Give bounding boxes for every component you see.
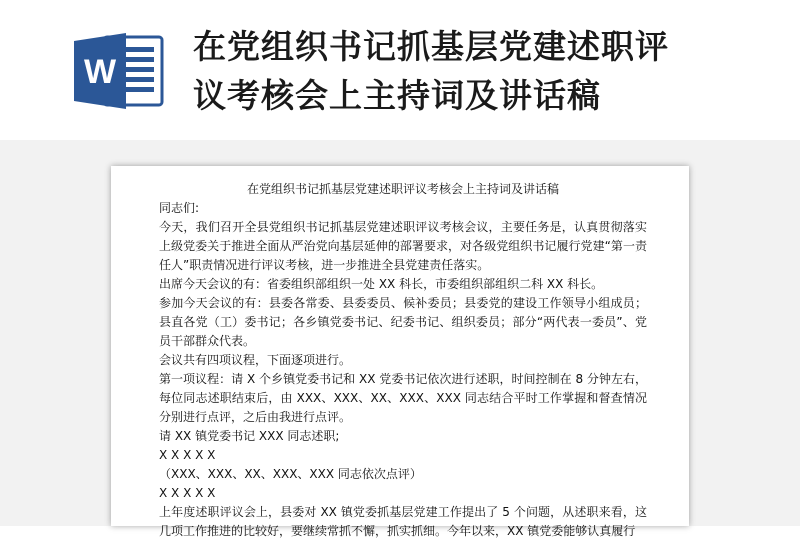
document-paragraph: 会议共有四项议程，下面逐项进行。	[159, 353, 352, 367]
document-body	[159, 180, 647, 541]
word-icon-letter: W	[83, 53, 117, 91]
document-paragraph: （XXX、XXX、XX、XXX、XXX 同志依次点评）	[159, 467, 422, 481]
document-paragraph: 请 XX 镇党委书记 XXX 同志述职;	[159, 429, 340, 443]
document-title: 在党组织书记抓基层党建述职评议考核会上主持词及讲话稿	[246, 182, 559, 196]
document-paragraph: X X X X X	[159, 486, 216, 500]
document-paragraph: 参加今天会议的有：县委各常委、县委委员、候补委员；县委党的建设工作领导小组成员；县直各党（工）委书记；各乡镇党委书记、纪委书记、组织委员；部分“两代表一委员”、党员干部群众代表。	[159, 296, 647, 348]
document-paragraph: X X X X X	[159, 448, 216, 462]
page-title	[193, 22, 783, 120]
document-paragraph: 今天，我们召开全县党组织书记抓基层党建述职评议考核会议，主要任务是，认真贯彻落实上级党委关于推进全面从严治党向基层延伸的部署要求，对各级党组织书记履行党建“第一责任人”职责情况进行评议考核，进一步推进全县党建责任落实。	[159, 220, 647, 272]
word-document-icon	[70, 31, 168, 111]
page-title-line-2: 议考核会上主持词及讲话稿	[193, 76, 601, 115]
document-page	[111, 166, 689, 538]
document-paragraph: 上年度述职评议会上，县委对 XX 镇党委抓基层党建工作提出了 5 个问题，从述职来看，这几项工作推进的比较好，要继续常抓不懈，抓实抓细。今年以来，XX 镇党委能够认真履行	[159, 505, 647, 538]
page-title-line-1: 在党组织书记抓基层党建述职评	[193, 27, 669, 66]
document-paragraph: 同志们:	[159, 201, 200, 215]
document-paragraph: 第一项议程：请 X 个乡镇党委书记和 XX 党委书记依次进行述职，时间控制在 8 分钟左右，每位同志述职结束后，由 XXX、XXX、XX、XXX、XXX 同志结合平时工作掌握和督查情况分别进行点评，之后由我进行点评。	[159, 372, 647, 424]
document-paragraph: 出席今天会议的有：省委组织部组织一处 XX 科长，市委组织部组织二科 XX 科长。	[159, 277, 604, 291]
header	[0, 0, 800, 140]
